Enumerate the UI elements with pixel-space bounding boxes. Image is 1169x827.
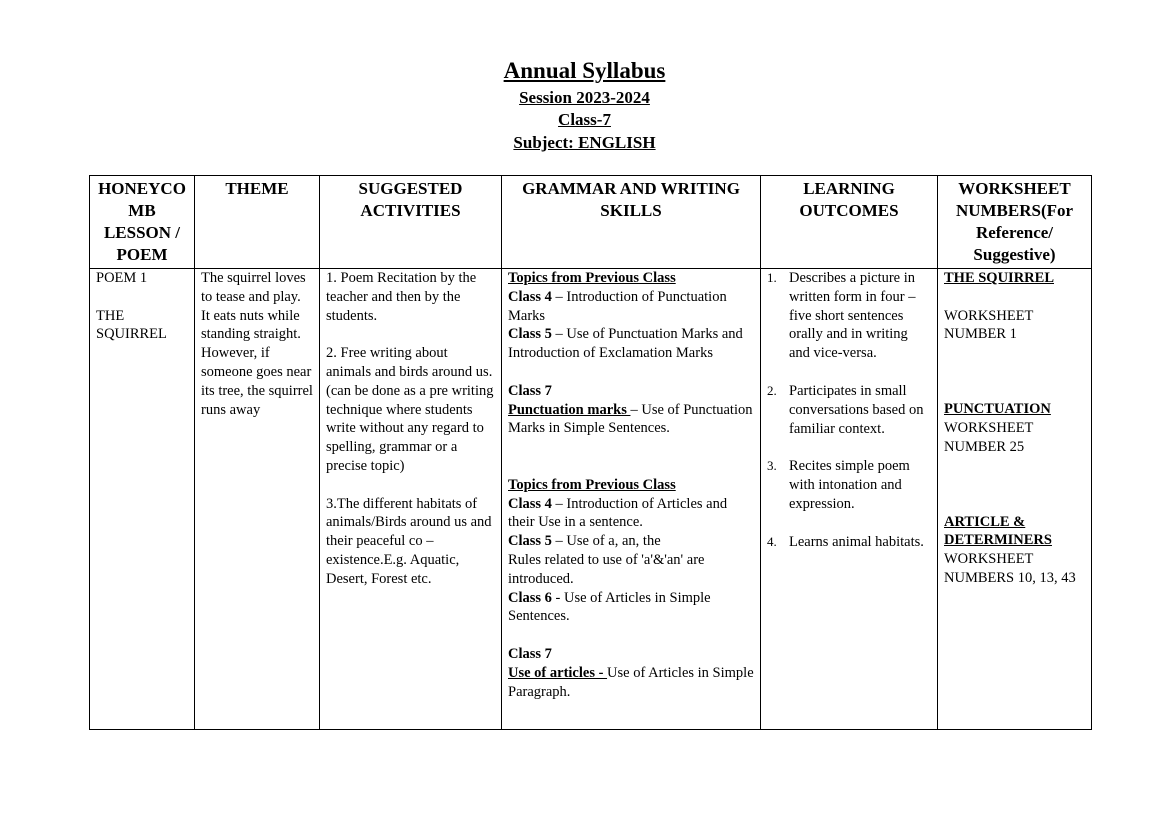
- grammar-class5-punctuation: Class 5 – Use of Punctuation Marks and Introduction of Exclamation Marks: [508, 326, 743, 362]
- outcomes-list: [767, 269, 931, 552]
- grammar-class7-articles: Use of articles - Use of Articles in Simple Paragraph.: [508, 664, 754, 700]
- grammar-cell: [502, 269, 761, 730]
- header-worksheets: WORKSHEET NUMBERS(For Reference/ Suggestive): [938, 176, 1092, 269]
- activity-3: 3.The different habitats of animals/Birds around us and their peaceful co – existence.E.g. Aquatic, Desert, Forest etc.: [326, 495, 492, 587]
- list-item: 1. Describes a picture in written form in four –five short sentences orally and in writing and vice-versa.: [767, 270, 916, 362]
- worksheet-punctuation-number: WORKSHEET NUMBER 25: [944, 419, 1034, 455]
- subject-heading: Subject: ENGLISH: [513, 133, 656, 152]
- header-lesson: HONEYCOMB LESSON / POEM: [90, 176, 195, 269]
- list-item: 4. Learns animal habitats.: [767, 533, 924, 550]
- page-title: Annual Syllabus: [503, 58, 666, 83]
- header-outcomes: LEARNING OUTCOMES: [761, 176, 938, 269]
- session-heading: Session 2023-2024: [519, 88, 650, 107]
- activity-1: 1. Poem Recitation by the teacher and then by the students.: [326, 270, 477, 324]
- header-activities: SUGGESTED ACTIVITIES: [320, 176, 502, 269]
- header-grammar: GRAMMAR AND WRITING SKILLS: [502, 176, 761, 269]
- grammar-class5-rules: Rules related to use of 'a'&'an' are introduced.: [508, 551, 705, 587]
- worksheet-articles-heading: ARTICLE & DETERMINERS: [944, 513, 1052, 549]
- grammar-class7-label-1: Class 7: [508, 382, 552, 399]
- grammar-class7-punctuation: Punctuation marks – Use of Punctuation Marks in Simple Sentences.: [508, 401, 753, 437]
- grammar-class5-articles: Class 5 – Use of a, an, the: [508, 533, 661, 550]
- lesson-cell: [90, 269, 195, 730]
- activities-cell: [320, 269, 502, 730]
- list-item: 3. Recites simple poem with intonation and expression.: [767, 458, 910, 512]
- activity-2: 2. Free writing about animals and birds around us.: [326, 345, 493, 380]
- grammar-class6-articles: Class 6 - Use of Articles in Simple Sentences.: [508, 589, 711, 625]
- grammar-previous-heading-1: Topics from Previous Class: [508, 270, 676, 286]
- grammar-class4-articles: Class 4 – Introduction of Articles and their Use in a sentence.: [508, 495, 728, 531]
- grammar-previous-heading-2: Topics from Previous Class: [508, 476, 676, 493]
- worksheet-punctuation-heading: PUNCTUATION: [944, 401, 1051, 418]
- outcomes-cell: [761, 269, 938, 730]
- worksheet-squirrel-heading: THE SQUIRREL: [944, 270, 1054, 286]
- syllabus-table: [89, 175, 1092, 730]
- grammar-class4-punctuation: Class 4 – Introduction of Punctuation Marks: [508, 288, 727, 324]
- lesson-name: THE SQUIRREL: [96, 307, 167, 343]
- theme-cell: [195, 269, 320, 730]
- class-heading: Class-7: [558, 110, 611, 129]
- lesson-number: POEM 1: [96, 270, 148, 286]
- activity-2-note: (can be done as a pre writing technique where students write without any regard to spelling, grammar or a precise topic): [326, 382, 494, 474]
- table-row: [90, 269, 1092, 730]
- list-item: 2. Participates in small conversations based on familiar context.: [767, 382, 924, 437]
- grammar-class7-label-2: Class 7: [508, 645, 552, 662]
- theme-text: The squirrel loves to tease and play. It eats nuts while standing straight. However, if someone goes near its tree, the squirrel runs away: [201, 270, 313, 418]
- worksheets-cell: [938, 269, 1092, 730]
- worksheet-squirrel-number: WORKSHEET NUMBER 1: [944, 307, 1034, 343]
- worksheet-articles-numbers: WORKSHEET NUMBERS 10, 13, 43: [944, 551, 1076, 586]
- table-header-row: [90, 176, 1092, 269]
- header-theme: THEME: [195, 176, 320, 269]
